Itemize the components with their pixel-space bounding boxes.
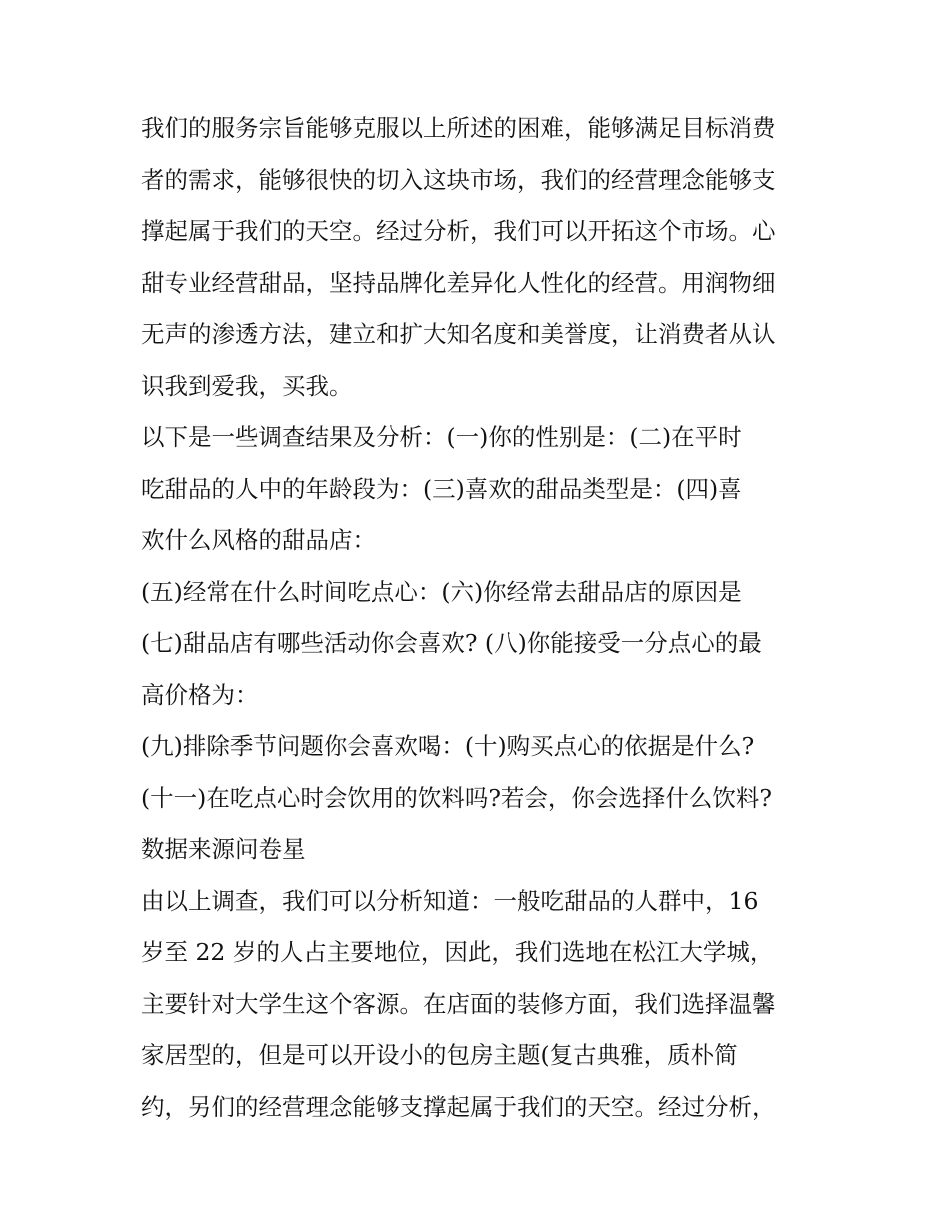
text-line: 家居型的，但是可以开设小的包房主题(复古典雅，质朴简 <box>141 1041 738 1069</box>
text-line: 约，另们的经营理念能够支撑起属于我们的天空。经过分析， <box>141 1092 776 1121</box>
text-line: 以下是一些调查结果及分析：(一)你的性别是：(二)在平时 <box>141 423 742 451</box>
body-text <box>141 103 821 1133</box>
text-line: 撑起属于我们的天空。经过分析，我们可以开拓这个市场。心 <box>141 217 776 245</box>
text-line: 我们的服务宗旨能够克服以上所述的困难，能够满足目标消费 <box>141 114 776 142</box>
text-line: 欢什么风格的甜品店： <box>141 526 376 554</box>
text-line: 识我到爱我，买我。 <box>141 371 353 400</box>
text-line: 数据来源问卷星 <box>141 835 306 863</box>
text-line: 岁至 22 岁的人占主要地位，因此，我们选地在松江大学城， <box>141 938 774 966</box>
text-line: 高价格为： <box>141 680 259 709</box>
text-line: 甜专业经营甜品，坚持品牌化差异化人性化的经营。用润物细 <box>141 268 776 297</box>
text-line: (五)经常在什么时间吃点心：(六)你经常去甜品店的原因是 <box>141 577 742 606</box>
text-line: 无声的渗透方法，建立和扩大知名度和美誉度，让消费者从认 <box>141 320 776 348</box>
text-line: (十一)在吃点心时会饮用的饮料吗?若会，你会选择什么饮料? <box>141 783 773 812</box>
text-line: 主要针对大学生这个客源。在店面的装修方面，我们选择温馨 <box>141 989 776 1018</box>
text-line: (九)排除季节问题你会喜欢喝：(十)购买点心的依据是什么? <box>141 732 755 760</box>
text-line: 吃甜品的人中的年龄段为：(三)喜欢的甜品类型是：(四)喜 <box>141 474 742 503</box>
text-line: (七)甜品店有哪些活动你会喜欢? (八)你能接受一分点心的最 <box>141 629 762 657</box>
text-line: 由以上调查，我们可以分析知道：一般吃甜品的人群中，16 <box>141 886 759 915</box>
text-line: 者的需求，能够很快的切入这块市场，我们的经营理念能够支 <box>141 165 776 194</box>
